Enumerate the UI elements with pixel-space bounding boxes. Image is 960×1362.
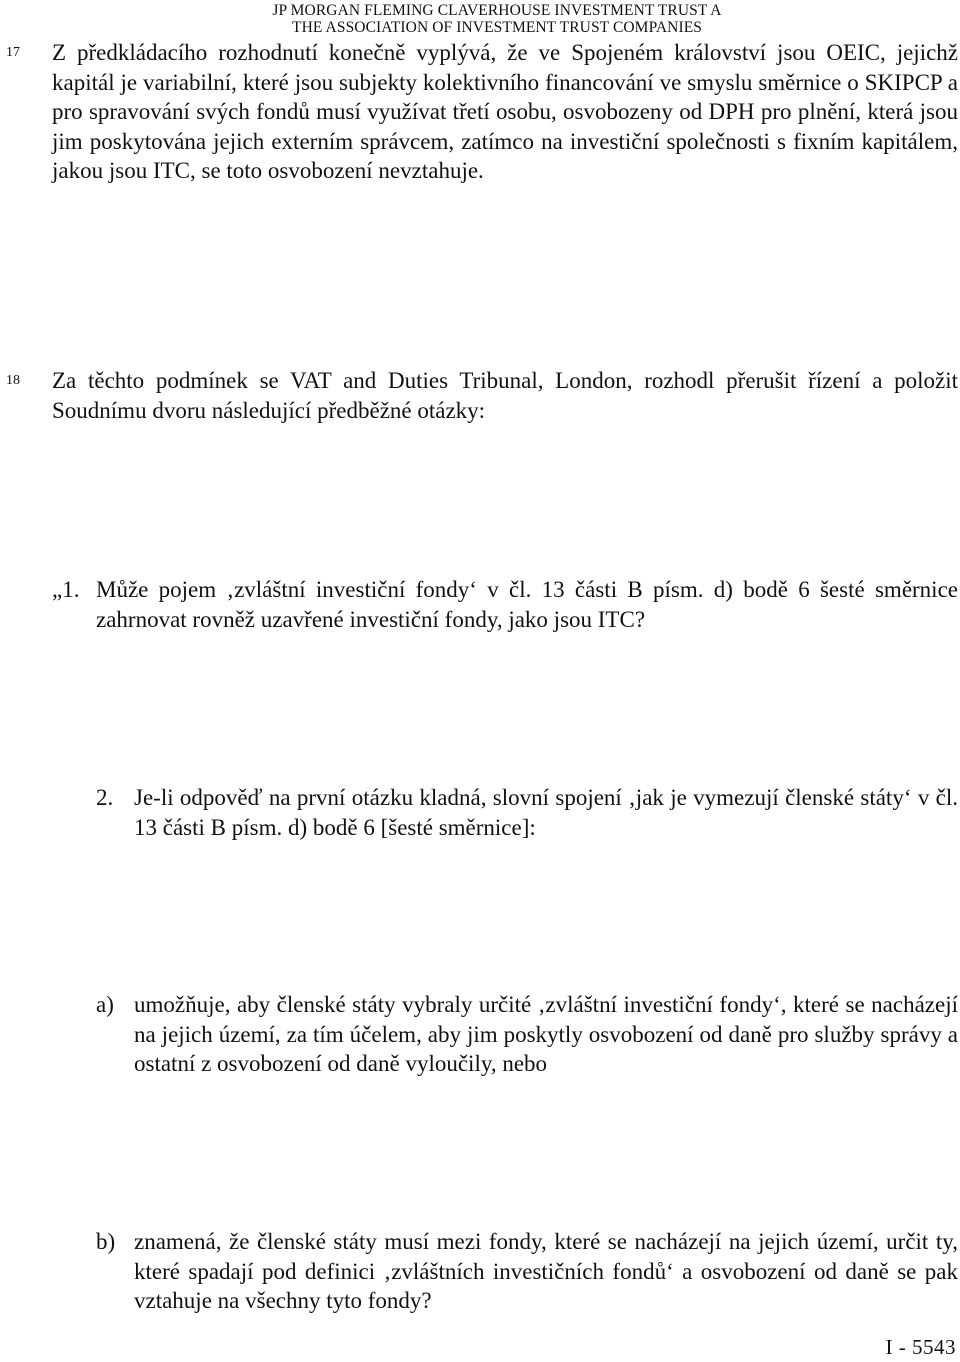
paragraph-17	[52, 38, 958, 186]
paragraph-number: 17	[6, 45, 20, 60]
question-1	[96, 575, 958, 634]
header-line-2: THE ASSOCIATION OF INVESTMENT TRUST COMPANIES	[292, 19, 702, 36]
subitem-label: a)	[96, 992, 114, 1017]
question-label: „1.	[52, 577, 80, 602]
subitem-label: b)	[96, 1229, 116, 1254]
question-text: Může pojem ‚zvláštní investiční fondy‘ v čl. 13 části B písm. d) bodě 6 šesté směrnice zahrnovat rovněž uzavřené investiční fondy, jako jsou ITC?	[96, 577, 958, 632]
paragraph-text: Z předkládacího rozhodnutí konečně vyplývá, že ve Spojeném království jsou OEIC, jejichž kapitál je variabilní, které jsou subjekty kolektivního financování ve smyslu směrnice o SKIPCP a pro spravování svých fondů musí využívat třetí osobu, osvobozeny od DPH pro plnění, která jsou jim poskytována jejich externím správcem, zatímco na investiční společnosti s fixním kapitálem, jakou jsou ITC, se toto osvobození nevztahuje.	[52, 40, 958, 184]
paragraph-number: 18	[6, 373, 20, 388]
subitem-b	[134, 1227, 958, 1316]
subitem-text: znamená, že členské státy musí mezi fondy, které se nacházejí na jejich území, určit ty, které spadají pod definici ‚zvláštních investičních fondů‘ a osvobození od daně se pak vztahuje na všechny tyto fondy?	[134, 1229, 958, 1314]
paragraph-text: Za těchto podmínek se VAT and Duties Tribunal, London, rozhodl přerušit řízení a položit Soudnímu dvoru následující předběžné otázky:	[52, 368, 958, 423]
paragraph-18	[52, 366, 958, 425]
page-number: I - 5543	[885, 1335, 956, 1359]
header-line-1: JP MORGAN FLEMING CLAVERHOUSE INVESTMENT TRUST A	[272, 2, 722, 19]
question-text: Je-li odpověď na první otázku kladná, slovní spojení ‚jak je vymezují členské státy‘ v čl. 13 části B písm. d) bodě 6 [šesté směrnice]:	[134, 785, 958, 840]
subitem-a	[134, 990, 958, 1079]
question-2	[134, 783, 958, 842]
question-label: 2.	[96, 785, 114, 810]
running-header	[150, 2, 844, 36]
subitem-text: umožňuje, aby členské státy vybraly určité ‚zvláštní investiční fondy‘, které se nacházejí na jejich území, za tím účelem, aby jim poskytly osvobození od daně pro služby správy a ostatní z osvobození od daně vyloučily, nebo	[134, 992, 958, 1077]
